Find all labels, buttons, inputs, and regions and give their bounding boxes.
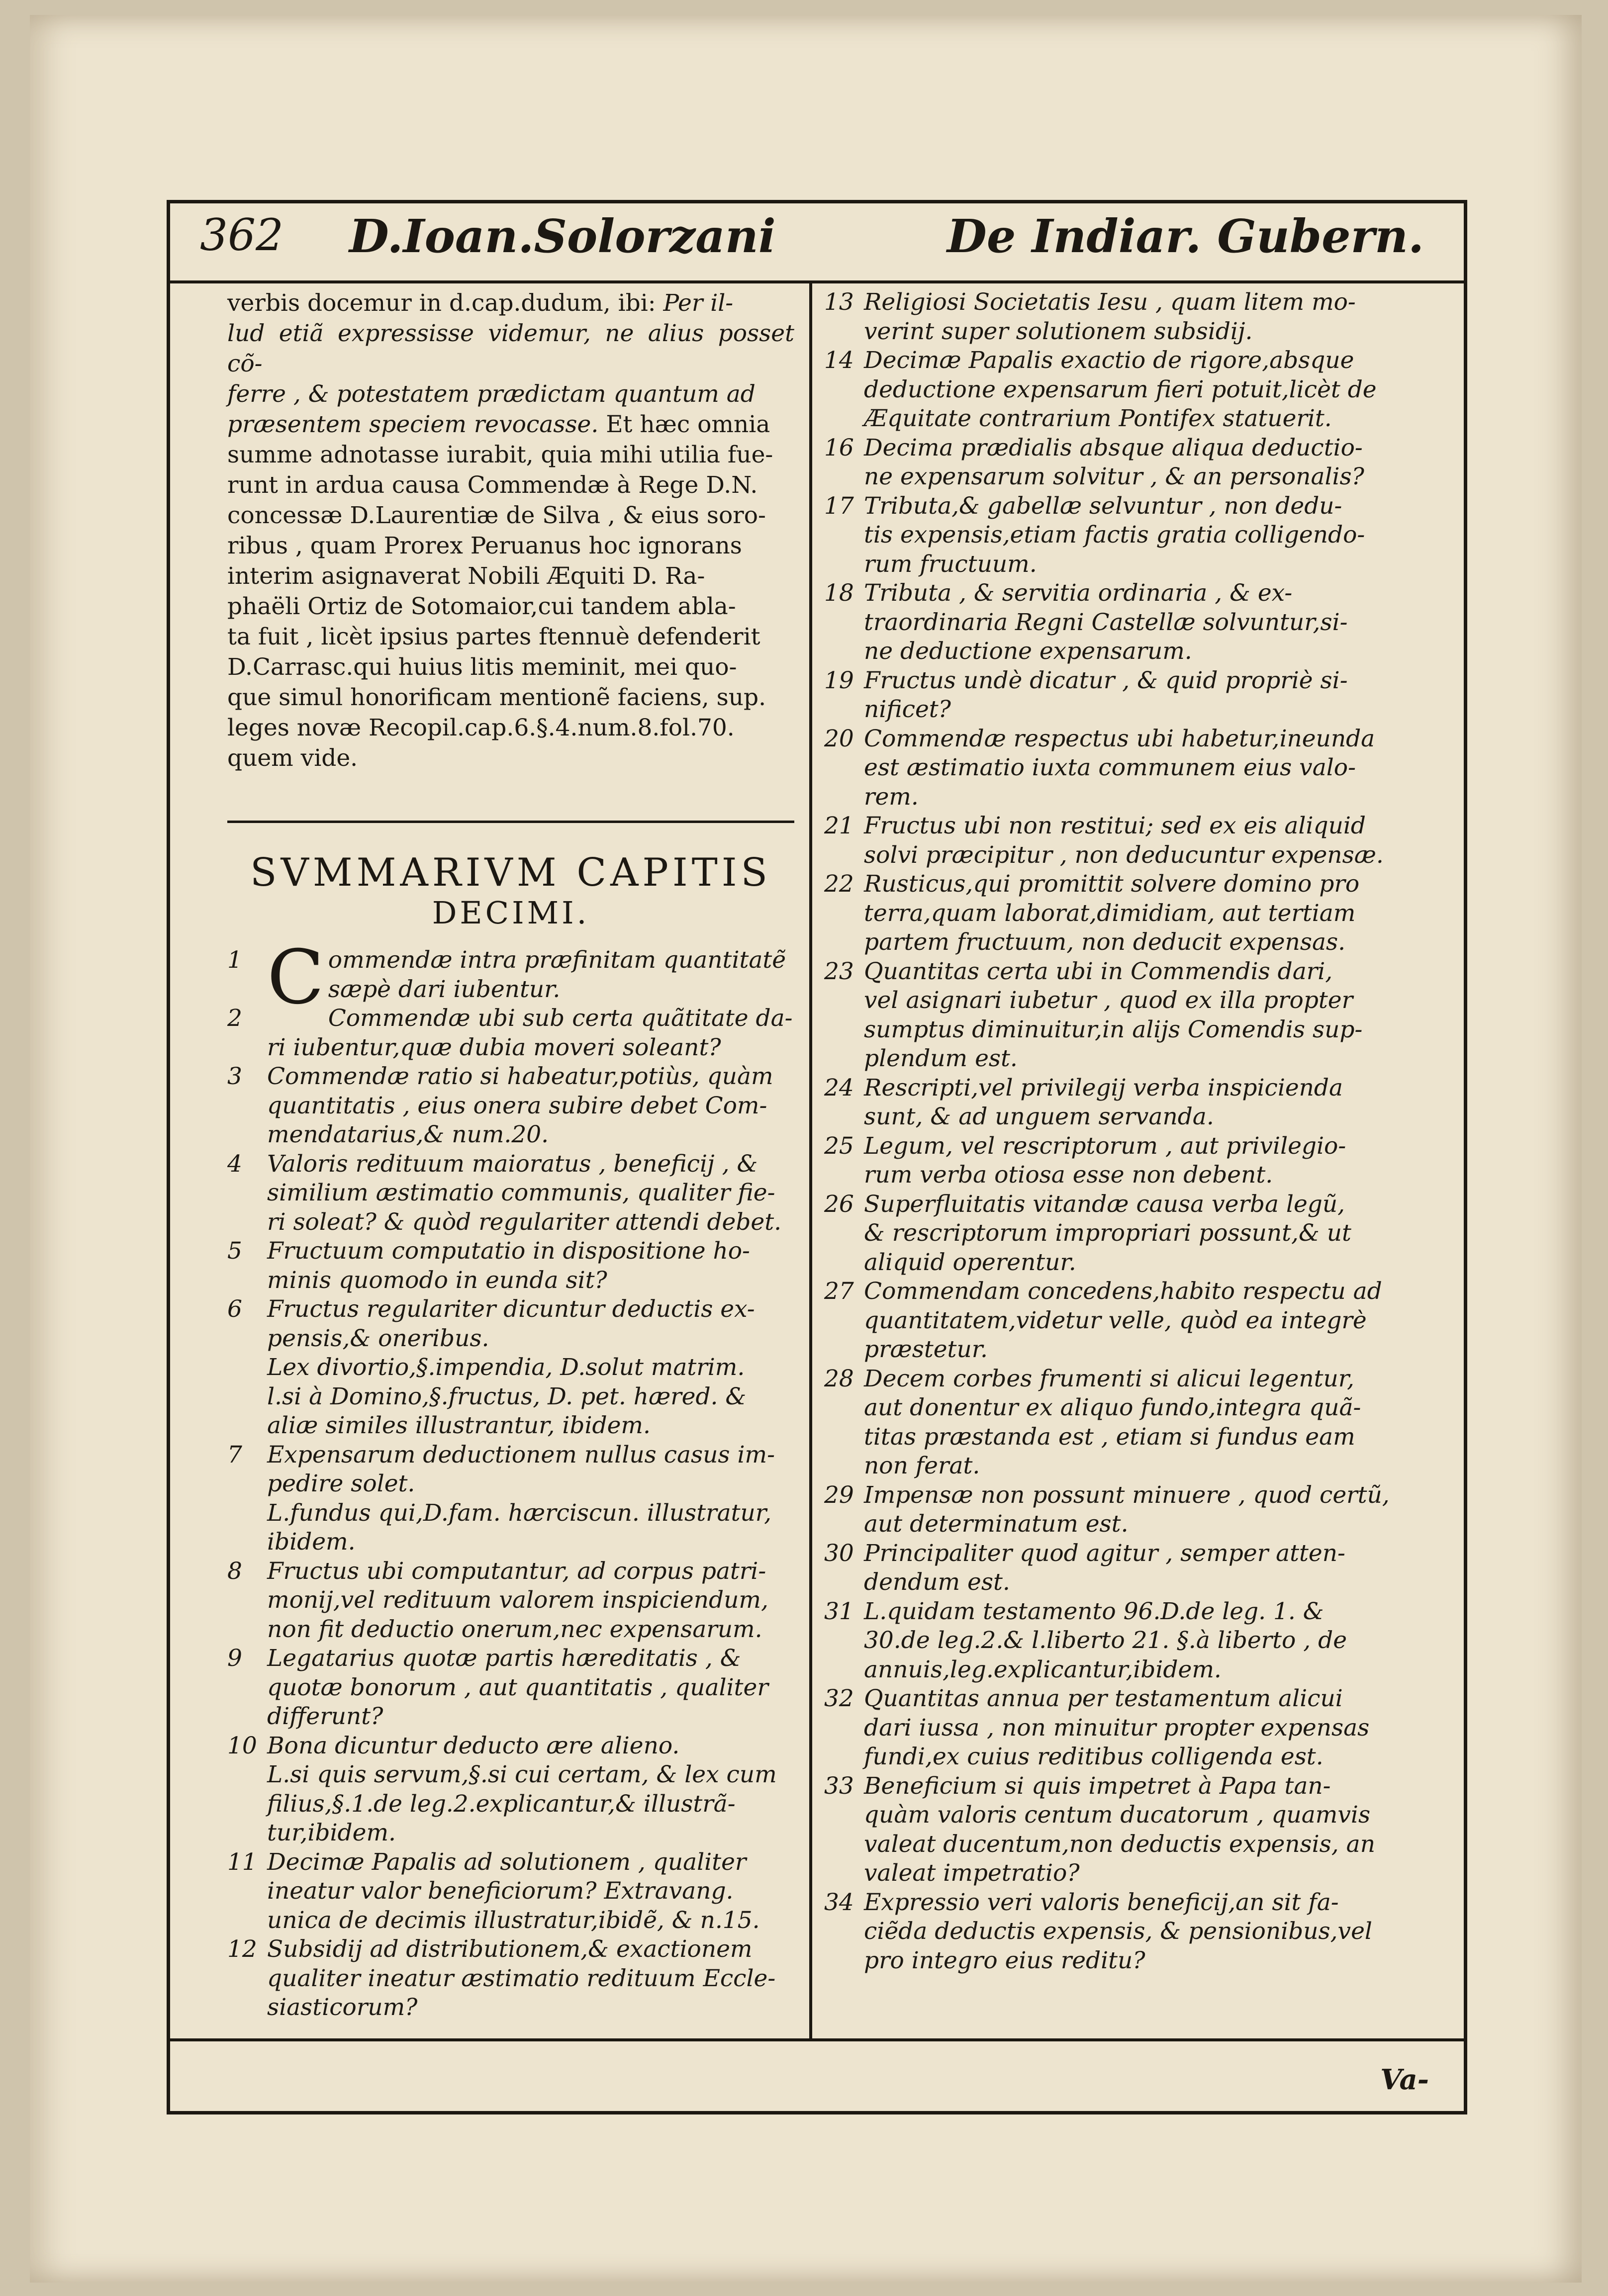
item-line: pedire solet. (267, 1470, 415, 1497)
item-number: 28 (824, 1365, 854, 1392)
item-number: 12 (227, 1935, 257, 1963)
summary-item (227, 1295, 794, 1353)
item-line: L.si quis servum,§.si cui certam, & lex cum (267, 1761, 777, 1788)
item-number: 20 (824, 725, 854, 752)
item-line: Decimæ Papalis exactio de rigore,absque (864, 347, 1354, 374)
item-line: Commendæ ratio si habeatur,potiùs, quàm (267, 1063, 773, 1090)
item-number: 29 (824, 1481, 854, 1509)
item-line: partem fructuum, non deducit expensas. (864, 928, 1346, 956)
running-head-title: De Indiar. Gubern. (947, 209, 1424, 263)
item-line: ommendæ intra præfinitam quantitatẽ (328, 946, 786, 974)
item-line: titas præstanda est , etiam si fundus eam (864, 1423, 1355, 1451)
paragraph-line (227, 682, 794, 713)
item-line: filius,§.1.de leg.2.explicantur,& illustrã- (267, 1790, 736, 1818)
item-line: l.si à Domino,§.fructus, D. pet. hæred. & (267, 1382, 747, 1410)
summary-item (824, 1074, 1446, 1132)
item-line: sunt, & ad unguem servanda. (864, 1103, 1214, 1130)
item-number: 24 (824, 1074, 854, 1102)
roman-text: concessæ D.Laurentiæ de Silva , & eius soro- (227, 502, 766, 529)
summary-item (824, 1597, 1446, 1685)
item-line: & rescriptorum impropriari possunt,& ut (864, 1219, 1351, 1247)
item-line: sæpè dari iubentur. (328, 975, 561, 1003)
item-line: plendum est. (864, 1045, 1018, 1072)
item-line: Fructus regulariter dicuntur deductis ex- (267, 1295, 755, 1323)
item-line: Superfluitatis vitandæ causa verba legũ, (864, 1190, 1345, 1218)
item-line: siasticorum? (267, 1994, 418, 2021)
item-line: valeat impetratio? (864, 1859, 1080, 1887)
item-line: Tributa,& gabellæ selvuntur , non dedu- (864, 492, 1342, 520)
item-line: Fructus ubi non restitui; sed ex eis aliquid (864, 812, 1366, 839)
roman-text: phaëli Ortiz de Sotomaior,cui tandem abla- (227, 593, 736, 620)
item-number: 26 (824, 1190, 854, 1218)
body-paragraph (227, 288, 794, 773)
item-line: monij,vel redituum valorem inspiciendum, (267, 1586, 768, 1614)
roman-text: D.Carrasc.qui huius litis meminit, mei quo- (227, 653, 737, 681)
item-line: Tributa , & servitia ordinaria , & ex- (864, 579, 1293, 607)
item-line: terra,quam laborat,dimidiam, aut tertiam (864, 899, 1356, 927)
item-number: 19 (824, 666, 854, 694)
item-line: verint super solutionem subsidij. (864, 317, 1253, 345)
item-number: 1 (227, 946, 242, 974)
item-line: Legatarius quotæ partis hæreditatis , & (267, 1645, 741, 1672)
item-line: Principaliter quod agitur , semper atten- (864, 1539, 1345, 1567)
item-line: dendum est. (864, 1568, 1010, 1596)
item-line: vel asignari iubetur , quod ex illa propter (864, 987, 1353, 1014)
summary-item (824, 1772, 1446, 1888)
item-line: est æstimatio iuxta communem eius valo- (864, 754, 1356, 781)
item-line: sumptus diminuitur,in alijs Comendis sup- (864, 1015, 1363, 1043)
summary-list-left (227, 934, 794, 2022)
item-line: nificet? (864, 696, 951, 723)
item-line: similium æstimatio communis, qualiter fie- (267, 1179, 775, 1206)
item-line: rem. (864, 783, 919, 811)
item-line: Impensæ non possunt minuere , quod certũ, (864, 1481, 1390, 1509)
item-line: Expensarum deductionem nullus casus im- (267, 1441, 775, 1469)
roman-text: verbis docemur in d.cap.dudum, ibi: (227, 289, 663, 317)
item-line: Commendæ ubi sub certa quãtitate da- (328, 1005, 793, 1032)
item-line: unica de decimis illustratur,ibidẽ, & n.15. (267, 1906, 760, 1934)
item-line: Rescripti,vel privilegij verba inspicienda (864, 1074, 1343, 1102)
page-number: 362 (200, 209, 284, 261)
roman-text: quem vide. (227, 744, 358, 772)
summary-item (824, 725, 1446, 812)
text-frame (167, 200, 1467, 2114)
summary-item (227, 1150, 794, 1237)
roman-text: ta fuit , licèt ipsius partes ftennuè defenderit (227, 623, 760, 650)
summary-item (824, 1132, 1446, 1190)
summary-item (824, 1539, 1446, 1597)
item-line: Rusticus,qui promittit solvere domino pro (864, 870, 1360, 898)
summary-item (824, 1190, 1446, 1278)
item-line: minis quomodo in eunda sit? (267, 1266, 607, 1294)
summary-item (227, 1935, 794, 2022)
item-line: aliquid operentur. (864, 1248, 1076, 1276)
item-number: 2 (227, 1005, 242, 1032)
item-number: 27 (824, 1278, 854, 1305)
item-number: 17 (824, 492, 854, 520)
item-number: 32 (824, 1685, 854, 1712)
item-line: valeat ducentum,non deductis expensis, an (864, 1830, 1375, 1858)
item-line: quàm valoris centum ducatorum , quamvis (864, 1801, 1371, 1829)
item-line: tur,ibidem. (267, 1819, 396, 1846)
paragraph-line (227, 622, 794, 652)
item-line: solvi præcipitur , non deducuntur expensæ. (864, 841, 1384, 869)
summary-item (824, 812, 1446, 870)
item-line: differunt? (267, 1703, 383, 1730)
item-number: 34 (824, 1888, 854, 1916)
roman-text: runt in ardua causa Commendæ à Rege D.N. (227, 471, 758, 499)
footer-rule (170, 2038, 1464, 2041)
item-line: tis expensis,etiam factis gratia colligendo- (864, 521, 1365, 549)
item-line: Valoris redituum maioratus , beneficij , & (267, 1150, 758, 1178)
item-line: ineatur valor beneficiorum? Extravang. (267, 1877, 734, 1905)
summary-item (227, 1441, 794, 1499)
item-line: Subsidij ad distributionem,& exactionem (267, 1935, 753, 1963)
item-line: quantitatis , eius onera subire debet Com- (267, 1092, 767, 1119)
item-number: 25 (824, 1132, 854, 1160)
summary-item (227, 1760, 794, 1848)
item-line: L.quidam testamento 96.D.de leg. 1. & (864, 1597, 1324, 1625)
item-line: Decima prædialis absque aliqua deductio- (864, 434, 1363, 461)
item-number: 18 (824, 579, 854, 607)
header-rule (170, 280, 1464, 283)
item-line: mendatarius,& num.20. (267, 1121, 549, 1148)
item-line: 30.de leg.2.& l.liberto 21. §.à liberto , de (864, 1627, 1347, 1654)
drop-capital: C (267, 934, 324, 1021)
item-number: 11 (227, 1848, 257, 1876)
item-line: rum fructuum. (864, 550, 1037, 578)
summary-item (227, 1237, 794, 1295)
item-line: ri iubentur,quæ dubia moveri soleant? (267, 1033, 721, 1061)
paragraph-line (227, 743, 794, 773)
item-line: Fructuum computatio in dispositione ho- (267, 1237, 750, 1265)
item-line: dari iussa , non minuitur propter expensas (864, 1714, 1370, 1742)
item-line: Quantitas certa ubi in Commendis dari, (864, 957, 1333, 985)
paragraph-line (227, 531, 794, 561)
summary-item (227, 1004, 794, 1062)
roman-text: leges novæ Recopil.cap.6.§.4.num.8.fol.70. (227, 714, 735, 741)
item-line: ne expensarum solvitur , & an personalis? (864, 463, 1364, 490)
item-line: quotæ bonorum , aut quantitatis , qualiter (267, 1673, 768, 1701)
summary-item (227, 1848, 794, 1935)
item-line: ri soleat? & quòd regulariter attendi debet. (267, 1208, 782, 1236)
item-line: fundi,ex cuius reditibus colligenda est. (864, 1743, 1324, 1770)
roman-text: Et hæc omnia (598, 411, 770, 438)
summary-item (824, 579, 1446, 666)
item-number: 22 (824, 870, 854, 898)
summary-item (824, 1277, 1446, 1365)
item-line: Lex divortio,§.impendia, D.solut matrim. (267, 1354, 745, 1381)
summary-subtitle: DECIMI. (432, 895, 590, 931)
item-number: 33 (824, 1772, 854, 1800)
summary-item (227, 1557, 794, 1645)
italic-text: lud etiã expressisse videmur, ne alius posset cõ- (227, 320, 794, 377)
paragraph-line (227, 500, 794, 531)
item-line: ibidem. (267, 1528, 356, 1556)
italic-text: præsentem speciem revocasse. (227, 411, 599, 438)
item-number: 21 (824, 812, 854, 839)
item-line: annuis,leg.explicantur,ibidem. (864, 1655, 1222, 1683)
summary-item (227, 1062, 794, 1150)
item-line: qualiter ineatur æstimatio redituum Eccle- (267, 1964, 776, 1992)
paragraph-line (227, 652, 794, 682)
item-line: Commendam concedens,habito respectu ad (864, 1278, 1382, 1305)
summary-list-right (824, 288, 1446, 1975)
italic-text: Per il- (663, 289, 734, 317)
item-number: 4 (227, 1150, 242, 1178)
summary-item (824, 1481, 1446, 1539)
paragraph-line (227, 470, 794, 500)
roman-text: summe adnotasse iurabit, quia mihi utilia fue- (227, 441, 773, 468)
item-line: aut donentur ex aliquo fundo,integra quã- (864, 1394, 1361, 1421)
summary-item (824, 957, 1446, 1074)
item-line: Commendæ respectus ubi habetur,ineunda (864, 725, 1375, 752)
item-number: 23 (824, 957, 854, 985)
item-number: 3 (227, 1063, 242, 1090)
item-line: non ferat. (864, 1452, 980, 1479)
paragraph-line (227, 591, 794, 622)
right-column (824, 288, 1446, 1975)
summary-item (227, 1353, 794, 1441)
item-number: 5 (227, 1237, 242, 1265)
item-number: 30 (824, 1539, 854, 1567)
item-line: Legum, vel rescriptorum , aut privilegio- (864, 1132, 1346, 1160)
item-line: ciẽda deductis expensis, & pensionibus,vel (864, 1918, 1372, 1945)
paragraph-line (227, 409, 794, 440)
roman-text: que simul honorificam mentionẽ faciens, sup. (227, 684, 766, 711)
summary-item (227, 1499, 794, 1557)
item-line: Æquitate contrarium Pontifex statuerit. (864, 405, 1332, 432)
summary-item (824, 434, 1446, 492)
item-line: traordinaria Regni Castellæ solvuntur,si- (864, 608, 1348, 636)
book-page (30, 15, 1582, 2283)
paragraph-line (227, 288, 794, 318)
item-number: 14 (824, 347, 854, 374)
item-number: 9 (227, 1645, 242, 1672)
item-number: 7 (227, 1441, 242, 1469)
item-line: deductione expensarum fieri potuit,licèt de (864, 375, 1377, 403)
paragraph-line (227, 318, 794, 379)
item-line: Quantitas annua per testamentum alicui (864, 1685, 1343, 1712)
item-line: L.fundus qui,D.fam. hærciscun. illustratur, (267, 1499, 772, 1527)
italic-text: ferre , & potestatem prædictam quantum ad (227, 380, 756, 408)
item-line: rum verba otiosa esse non debent. (864, 1161, 1273, 1189)
item-line: aliæ similes illustrantur, ibidem. (267, 1412, 651, 1439)
item-line: præstetur. (864, 1336, 988, 1363)
summary-item (824, 288, 1446, 346)
summary-item (824, 346, 1446, 434)
item-number: 8 (227, 1557, 242, 1585)
item-line: Expressio veri valoris beneficij,an sit fa- (864, 1888, 1339, 1916)
item-line: Fructus ubi computantur, ad corpus patri- (267, 1557, 766, 1585)
item-number: 13 (824, 288, 854, 316)
paragraph-line (227, 713, 794, 743)
summary-item (824, 870, 1446, 957)
item-number: 10 (227, 1732, 257, 1759)
section-separator (227, 821, 794, 823)
item-number: 16 (824, 434, 854, 461)
summary-item (824, 1365, 1446, 1481)
item-line: Decem corbes frumenti si alicui legentur, (864, 1365, 1354, 1392)
item-line: ne deductione expensarum. (864, 638, 1192, 665)
item-line: Decimæ Papalis ad solutionem , qualiter (267, 1848, 747, 1876)
paragraph-line (227, 379, 794, 409)
item-line: Fructus undè dicatur , & quid propriè si- (864, 666, 1348, 694)
catchword: Va- (1380, 2063, 1429, 2096)
left-column (227, 288, 794, 2022)
item-line: Beneficium si quis impetret à Papa tan- (864, 1772, 1331, 1800)
summary-item (227, 1732, 794, 1761)
item-line: quantitatem,videtur velle, quòd ea integrè (864, 1306, 1367, 1334)
running-head-author: D.Ioan.Solorzani (349, 209, 776, 263)
item-line: pro integro eius reditu? (864, 1946, 1145, 1974)
summary-item (824, 1684, 1446, 1772)
summary-item (824, 1888, 1446, 1976)
summary-item (824, 666, 1446, 725)
item-number: 31 (824, 1597, 854, 1625)
summary-title: SVMMARIVM CAPITIS (250, 850, 771, 895)
roman-text: interim asignaverat Nobili Æquiti D. Ra- (227, 562, 705, 590)
paragraph-line (227, 561, 794, 591)
paragraph-line (227, 440, 794, 470)
roman-text: ribus , quam Prorex Peruanus hoc ignorans (227, 532, 742, 559)
item-line: non fit deductio onerum,nec expensarum. (267, 1615, 762, 1643)
item-line: Bona dicuntur deducto ære alieno. (267, 1732, 680, 1759)
item-line: Religiosi Societatis Iesu , quam litem mo- (864, 288, 1356, 316)
summary-item (824, 492, 1446, 579)
column-rule (809, 280, 812, 2041)
item-line: pensis,& oneribus. (267, 1324, 489, 1352)
item-number: 6 (227, 1295, 242, 1323)
summary-item (227, 1644, 794, 1732)
item-line: aut determinatum est. (864, 1510, 1129, 1538)
